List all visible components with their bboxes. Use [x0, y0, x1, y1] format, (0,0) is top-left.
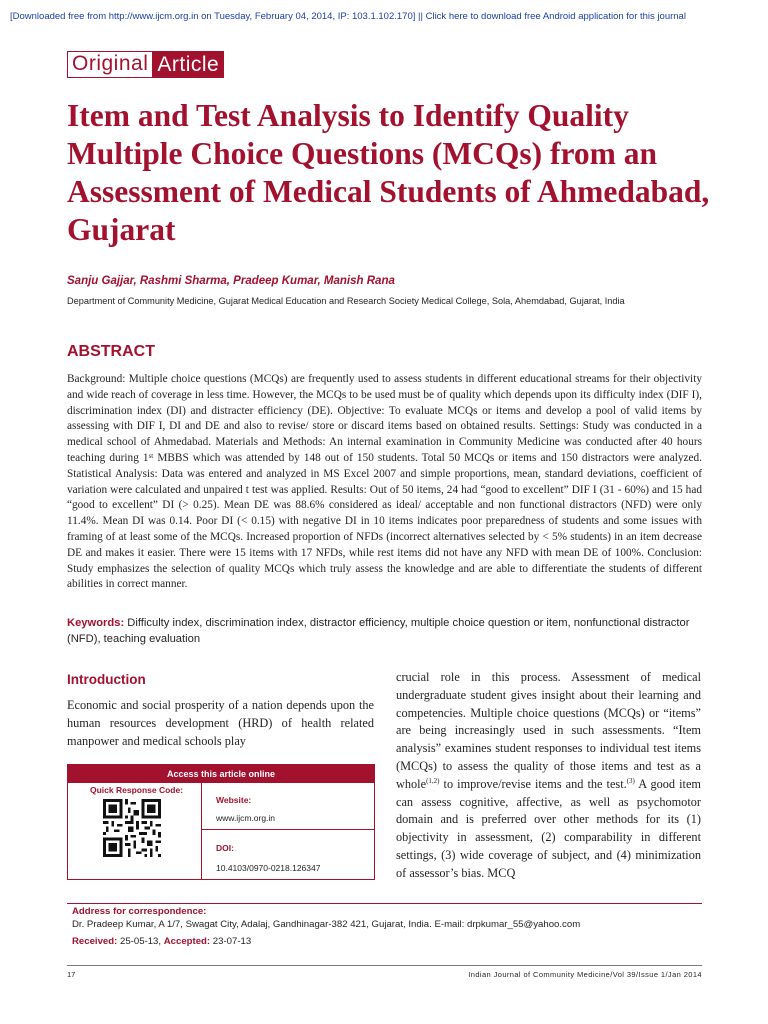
received-date: 25-05-13,: [117, 936, 164, 947]
intro-right-part-2: to improve/revise items and the test.: [439, 776, 627, 791]
download-banner[interactable]: [Downloaded free from http://www.ijcm.org.in on Tuesday, February 04, 2014, IP: 103.1.102.170] || Click here to download free Android application for this journal: [10, 11, 686, 22]
abstract-body: [67, 372, 702, 593]
correspondence-heading: Address for correspondence:: [72, 906, 207, 917]
access-divider: [202, 829, 374, 830]
introduction-left-column: Economic and social prosperity of a nation depends upon the human resources development (HRD) of health related manpower and medical schools play: [67, 698, 374, 748]
affiliation: Department of Community Medicine, Gujarat Medical Education and Research Society Medical College, Sola, Ahemdabad, Gujarat, India: [67, 296, 625, 306]
badge-article: Article: [152, 51, 224, 78]
website-label: Website:: [216, 795, 252, 805]
abstract-sup: st: [148, 451, 154, 460]
abstract-part-1: Background: Multiple choice questions (MCQs) are frequently used to assess students in different educational streams for their objectivity and wide reach of coverage in less time. However, the MCQs to be used must be of quality which depends upon its difficulty index (DIF I), discrimination index (DI) and distracter efficiency (DE). Objective: To evaluate MCQs or items and develop a pool of valid items by assessing with DIF I, DI and DE and also to revise/ store or discard items based on obtained results. Settings: Study was conducted in a medical school of Ahmedabad. Materials and Methods: An internal examination in Community Medicine was conducted after 40 hours teaching during 1: [67, 373, 702, 464]
link-column: [202, 783, 374, 879]
website-link[interactable]: www.ijcm.org.in: [216, 813, 276, 823]
keywords-label: Keywords:: [67, 617, 125, 629]
footer-divider: [67, 965, 702, 966]
intro-right-part-3: A good item can assess cognitive, affective, as well as psychomotor domain and is preferred over other methods for its (1) objectivity in assessment, (2) comparability in different settings, (3) wide coverage of subject, and (4) minimization of assessor’s bias. MCQ: [396, 776, 701, 880]
keywords-text: Difficulty index, discrimination index, distractor efficiency, multiple choice question or item, nonfunctional distractor (NFD), teaching evaluation: [67, 617, 690, 645]
journal-citation: Indian Journal of Community Medicine/Vol 39/Issue 1/Jan 2014: [468, 970, 702, 979]
article-title: Item and Test Analysis to Identify Quality Multiple Choice Questions (MCQs) from an Assessment of Medical Students of Ahmedabad, Gujarat: [67, 98, 710, 247]
author-list: Sanju Gajjar, Rashmi Sharma, Pradeep Kumar, Manish Rana: [67, 275, 395, 287]
access-article-box: [67, 764, 375, 880]
received-accepted-dates: [72, 936, 251, 947]
keywords: [67, 615, 702, 647]
citation-ref-2[interactable]: (3): [626, 776, 635, 785]
qr-column: [68, 783, 202, 879]
qr-label: Quick Response Code:: [90, 785, 184, 795]
article-type-badge: [67, 51, 224, 78]
correspondence-address: Dr. Pradeep Kumar, A 1/7, Swagat City, Adalaj, Gandhinagar-382 421, Gujarat, India. E-mail: drpkumar_55@yahoo.com: [72, 919, 581, 930]
abstract-heading: ABSTRACT: [67, 343, 155, 360]
doi-link[interactable]: 10.4103/0970-0218.126347: [216, 863, 321, 873]
accepted-date: 23-07-13: [210, 936, 252, 947]
intro-right-part-1: crucial role in this process. Assessment of medical undergraduate student gives insight about their learning and competencies. Multiple choice questions (MCQs) or “items” are being increasingly used in such assessments. “Item analysis” examines student responses to individual test items (MCQs) to assess the quality of those items and test as a whole: [396, 670, 701, 791]
introduction-heading: Introduction: [67, 672, 146, 687]
abstract-part-2: MBBS which was attended by 148 out of 150 students. Total 50 MCQs or items and 150 distractors were analyzed. Statistical Analysis: Data was entered and analyzed in MS Excel 2007 and simple proportions, mean, standard deviations, coefficient of variation were calculated and unpaired t test was applied. Results: Out of 50 items, 24 had “good to excellent” DIF I (31 - 60%) and 15 had “good to excellent” DI (> 0.25). Mean DE was 88.6% considered as ideal/ acceptable and non functional distractors (NFD) were only 11.4%. Mean DI was 0.14. Poor DI (< 0.15) with negative DI in 10 items indicates poor preparedness of students and some issues with framing of at least some of the MCQs. Increased proportion of NFDs (incorrect alternatives selected by < 5% students) in an item decrease DE and makes it easier. There were 15 items with 17 NFDs, while rest items did not have any NFD with mean DE of 100%. Conclusion: Study emphasizes the selection of quality MCQs which truly assess the knowledge and are able to differentiate the students of different abilities in correct manner.: [67, 451, 702, 591]
qr-code-icon[interactable]: [103, 799, 161, 857]
introduction-right-column: [396, 669, 701, 883]
access-heading: Access this article online: [68, 765, 374, 783]
doi-label: DOI:: [216, 843, 234, 853]
citation-ref-1[interactable]: (1,2): [426, 776, 440, 785]
accepted-label: Accepted:: [163, 936, 211, 947]
correspondence-divider: [67, 903, 702, 904]
badge-original: Original: [67, 51, 152, 78]
received-label: Received:: [72, 936, 118, 947]
page-number: 17: [67, 970, 76, 979]
